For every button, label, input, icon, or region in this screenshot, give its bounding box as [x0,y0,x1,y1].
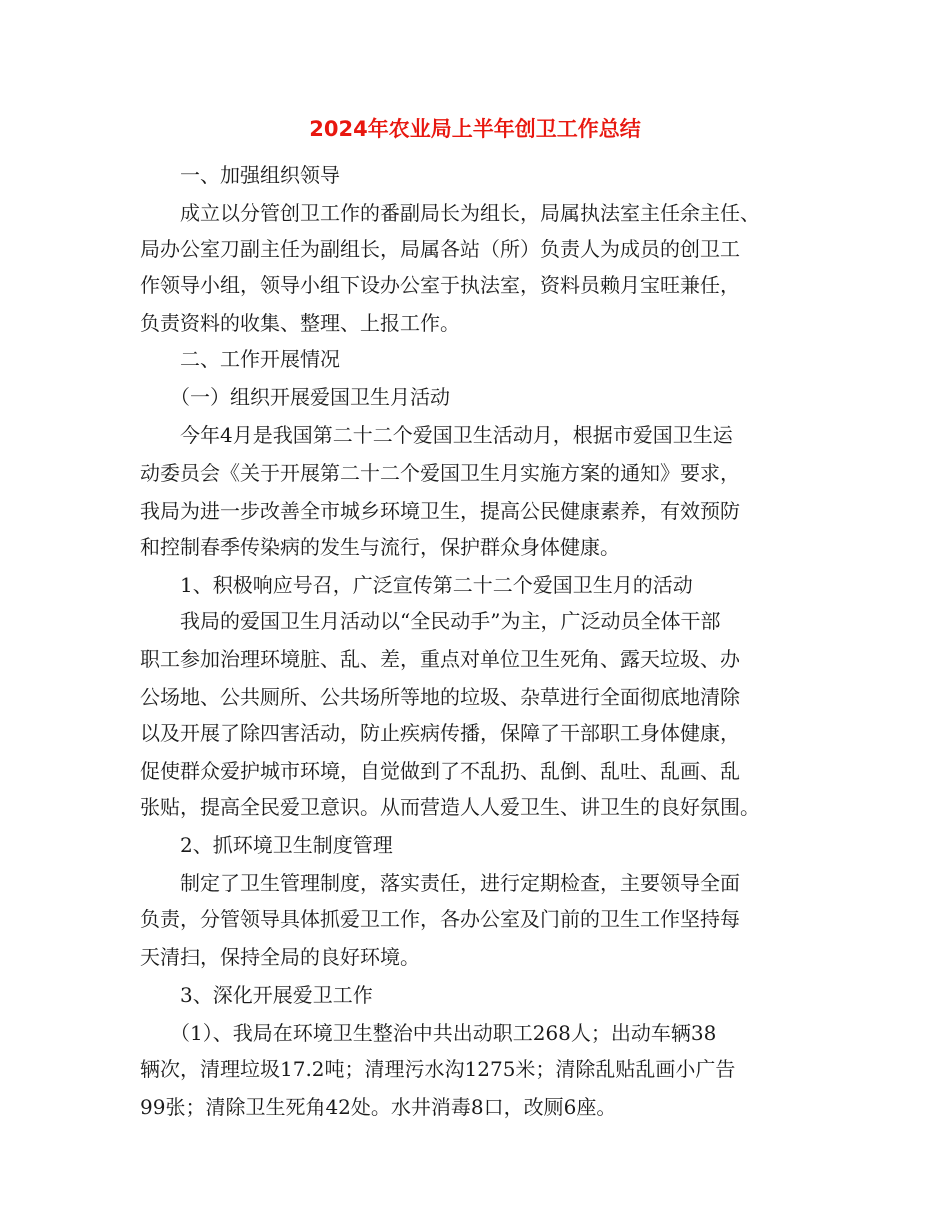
paragraph-line: 今年4月是我国第二十二个爱国卫生活动月，根据市爱国卫生运 [140,423,733,447]
document-title: 2024年农业局上半年创卫工作总结 [309,117,641,141]
paragraph-line: 以及开展了除四害活动，防止疾病传播，保障了干部职工身体健康， [140,721,740,745]
heading-1: 一、加强组织领导 [140,163,340,187]
paragraph-line: 动委员会《关于开展第二十二个爱国卫生月实施方案的通知》要求， [140,461,740,485]
paragraph-line: 促使群众爱护城市环境，自觉做到了不乱扔、乱倒、乱吐、乱画、乱 [140,759,740,783]
paragraph-line: 制定了卫生管理制度，落实责任，进行定期检查，主要领导全面 [140,871,740,895]
paragraph-line: 负责，分管领导具体抓爱卫工作，各办公室及门前的卫生工作坚持每 [140,907,740,931]
subheading-1: （一）组织开展爱国卫生月活动 [140,385,450,409]
paragraph-line: 职工参加治理环境脏、乱、差，重点对单位卫生死角、露天垃圾、办 [140,647,740,671]
paragraph-line: 公场地、公共厕所、公共场所等地的垃圾、杂草进行全面彻底地清除 [140,685,740,709]
paragraph-line: 天清扫，保持全局的良好环境。 [140,945,420,969]
heading-2: 二、工作开展情况 [140,347,340,371]
item-heading-2: 2、抓环境卫生制度管理 [140,833,393,857]
paragraph-line: 张贴，提高全民爱卫意识。从而营造人人爱卫生、讲卫生的良好氛围。 [140,795,760,819]
paragraph-line: 局办公室刀副主任为副组长，局属各站（所）负责人为成员的创卫工 [140,237,740,261]
item-heading-1: 1、积极响应号召，广泛宣传第二十二个爱国卫生月的活动 [140,573,693,597]
paragraph-line: （1）、我局在环境卫生整治中共出动职工268人；出动车辆38 [140,1021,717,1045]
paragraph-line: 负责资料的收集、整理、上报工作。 [140,311,460,335]
paragraph-line: 辆次，清理垃圾17.2吨；清理污水沟1275米；清除乱贴乱画小广告 [140,1057,736,1081]
paragraph-line: 成立以分管创卫工作的番副局长为组长，局属执法室主任余主任、 [140,201,760,225]
paragraph-line: 99张；清除卫生死角42处。水井消毒8口，改厕6座。 [140,1095,617,1119]
paragraph-line: 我局为进一步改善全市城乡环境卫生，提高公民健康素养，有效预防 [140,499,740,523]
item-heading-3: 3、深化开展爱卫工作 [140,983,373,1007]
paragraph-line: 和控制春季传染病的发生与流行，保护群众身体健康。 [140,535,620,559]
paragraph-line: 我局的爱国卫生月活动以“全民动手”为主，广泛动员全体干部 [140,609,721,633]
paragraph-line: 作领导小组，领导小组下设办公室于执法室，资料员赖月宝旺兼任， [140,273,740,297]
